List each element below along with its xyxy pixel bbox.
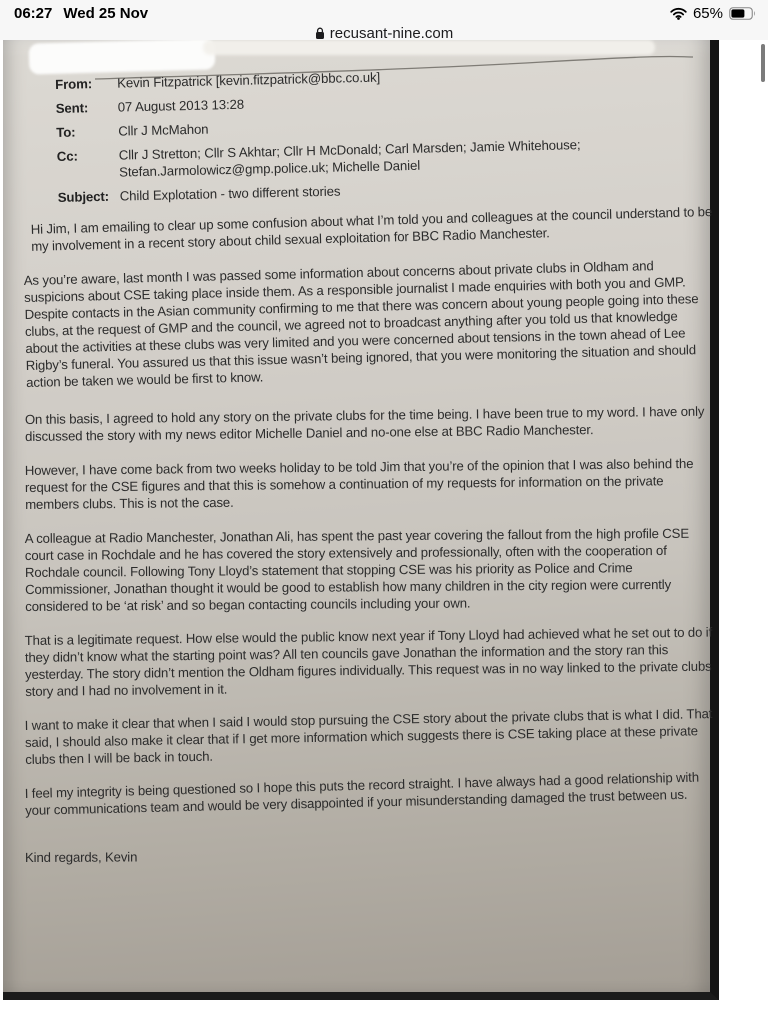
status-left	[14, 5, 148, 22]
header-label-to: To:	[56, 124, 76, 140]
clock-date: Wed 25 Nov	[63, 4, 149, 22]
letter-paragraph: That is a legitimate request. How else would the public know next year if Tony Lloyd had achieved what he set out to do if they didn’t know what the starting point was? All ten councils gave Jonathan the information and the story ran this yesterday. The story didn’t mention the Oldham figures individually. This request was in no way linked to the private clubs story and I had no involvement in it.	[24, 624, 713, 699]
letter-paragraph: On this basis, I agreed to hold any story on the private clubs for the time being. I have been true to my word. I have only discussed the story with my news editor Michelle Daniel and no-one else at BBC Radio Manchester.	[24, 403, 705, 444]
header-label-subject: Subject:	[57, 188, 110, 205]
header-label-from: From:	[55, 76, 93, 92]
battery-percent: 65%	[692, 4, 723, 22]
letter-paragraph: However, I have come back from two weeks holiday to be told Jim that you’re of the opinion that I was also behind the request for the CSE figures and that this is somehow a continuation of my requests for information on the private members clubs. This is not the case.	[24, 456, 694, 512]
status-bar	[0, 0, 768, 24]
top-chrome	[0, 0, 768, 40]
letter-paragraph: Hi Jim, I am emailing to clear up some confusion about what I’m told you and colleagues at the council understand to be my involvement in a recent story about child sexual exploitation for BBC Radio Manchester.	[30, 204, 713, 254]
letter-paragraph: I want to make it clear that when I said I would stop pursuing the CSE story about the private clubs that is what I did. That said, I should also make it clear that if I get more information which suggests there is CSE taking place at these private clubs then I will be back in touch.	[24, 706, 713, 767]
header-value-cc: Cllr J Stretton; Cllr S Akhtar; Cllr H McDonald; Carl Marsden; Jamie Whitehouse; Stefan.Jarmolowicz@gmp.police.uk; Michelle Daniel	[118, 137, 581, 180]
header-label-sent: Sent:	[55, 100, 89, 116]
header-label-cc: Cc:	[56, 148, 78, 164]
status-right	[670, 5, 756, 22]
url-bar[interactable]	[0, 24, 768, 42]
lock-icon	[315, 27, 325, 40]
header-value-to: Cllr J McMahon	[118, 121, 209, 139]
document-photo	[3, 40, 719, 1000]
email-header	[55, 61, 704, 206]
scrollbar[interactable]	[761, 44, 765, 82]
header-value-subject: Child Explotation - two different stories	[119, 183, 341, 204]
clock-time: 06:27	[14, 4, 53, 22]
letter-paragraph: A colleague at Radio Manchester, Jonathan Ali, has spent the past year covering the fallout from the high profile CSE court case in Rochdale and he has covered the story extensively and professionally, often with the cooperation of Rochdale council. Following Tony Lloyd’s statement that stopping CSE was his priority as Police and Crime Commissioner, Jonathan thought it would be good to establish how many children in the city region were currently considered to be ‘at risk’ and so began contacting councils including your own.	[24, 525, 689, 614]
header-value-sent: 07 August 2013 13:28	[117, 96, 245, 115]
url-domain[interactable]: recusant-nine.com	[329, 24, 454, 42]
header-value-from: Kevin Fitzpatrick [kevin.fitzpatrick@bbc.co.uk]	[117, 69, 381, 91]
wifi-icon	[670, 7, 687, 20]
letter-paragraph: I feel my integrity is being questioned so I hope this puts the record straight. I have always had a good relationship with your communications team and would be very disappointed if your misunderstanding damaged the trust between us.	[24, 769, 700, 818]
letter-signature: Kind regards, Kevin	[24, 849, 138, 865]
battery-icon	[729, 7, 756, 20]
email-letter	[3, 40, 713, 866]
letter-paragraph: As you’re aware, last month I was passed some information about concerns about private clubs in Oldham and suspicions about CSE taking place inside them. As a responsible journalist I made enquiries with both you and GMP. Despite contacts in the Asian community confirming to me that there was concern about young people going into these clubs, at the request of GMP and the council, we agreed not to broadcast anything after you told us that knowledge about the activities at these clubs was very limited and you were concerned about tensions in the town ahead of Lee Rigby’s funeral. You assured us that this issue wasn’t being ignored, that you were monitoring the situation and should action be taken we would be first to know.	[23, 258, 699, 390]
